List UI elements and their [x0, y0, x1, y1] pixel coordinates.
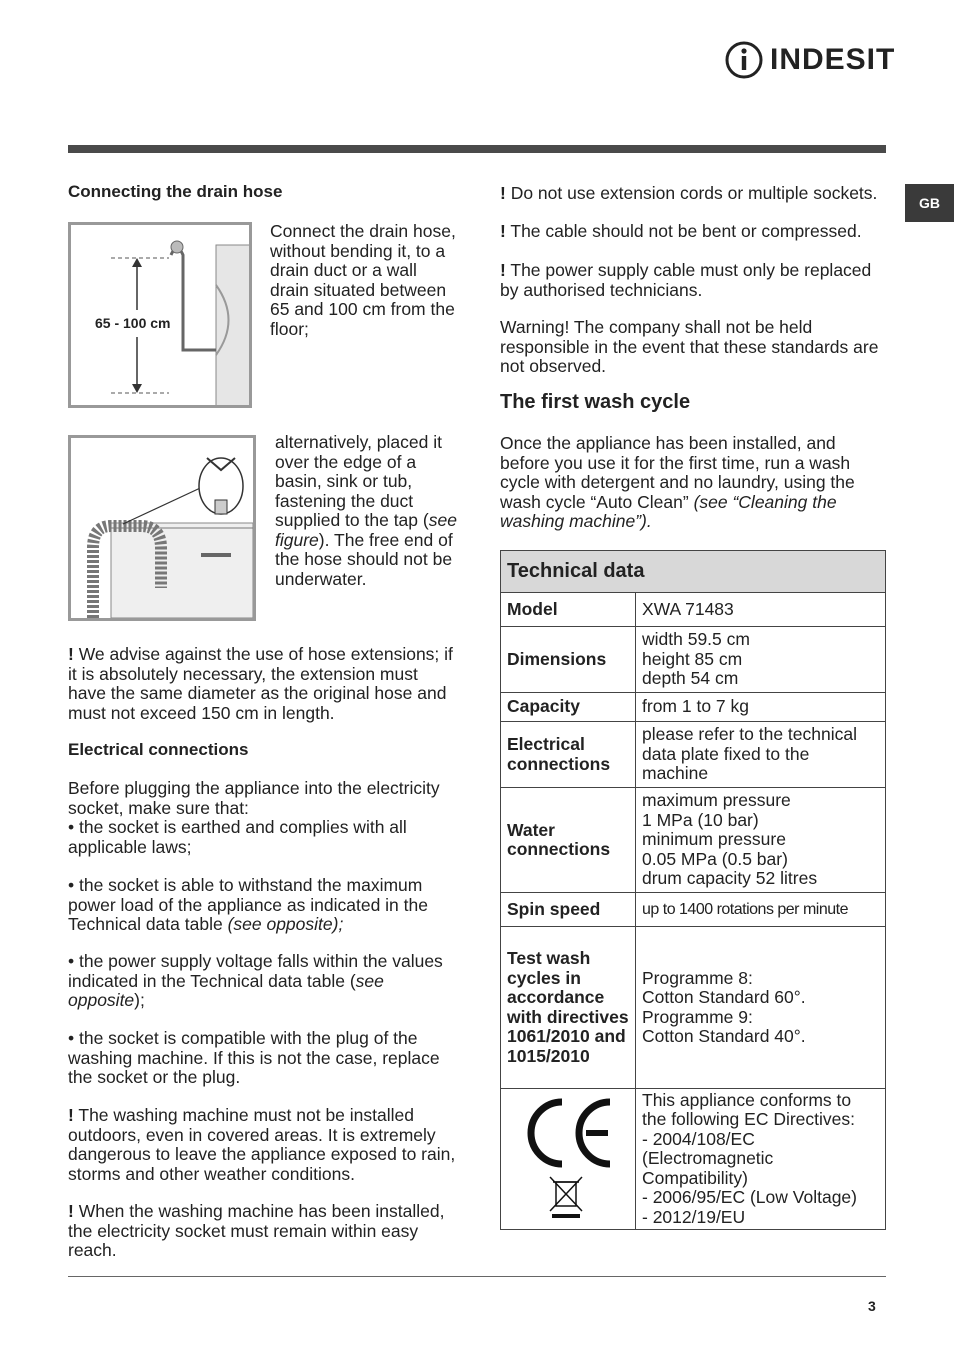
- first-wash-text: Once the appliance has been installed, and before you use it for the first time, run a wash cycle with detergent and no laundry, using the wash cycle “Auto Clean”: [500, 433, 855, 512]
- ce-directives-text: This appliance conforms to the following EC Directives: - 2004/108/EC (Electromagnetic Compatibility) - 2006/95/EC (Low Voltage) - 2012/19/EU: [636, 1089, 886, 1230]
- see-opposite-ref-2: see opposite: [68, 970, 384, 1010]
- outdoor-warning: [68, 1106, 458, 1184]
- capacity-value: from 1 to 7 kg: [636, 693, 886, 722]
- bullet-voltage-text-a: • the power supply voltage falls within the values indicated in the Technical data table (: [68, 951, 443, 991]
- table-row: [501, 693, 886, 722]
- note-cable-bent: [500, 222, 890, 242]
- drain-height-label: 65 - 100 cm: [95, 315, 171, 331]
- first-wash-paragraph: [500, 434, 886, 532]
- hose-extension-text: We advise against the use of hose extensions; if it is absolutely necessary, the extension must have the same diameter as the original hose and must not exceed 150 cm in length.: [68, 644, 453, 723]
- technical-data-title: Technical data: [501, 551, 886, 593]
- electrical-connections-title: Electrical connections: [68, 740, 249, 759]
- spin-speed-key: Spin speed: [501, 893, 636, 927]
- ce-mark-icon: [518, 1094, 618, 1219]
- test-cycles-key: Test wash cycles in accordance with directives 1061/2010 and 1015/2010: [501, 927, 636, 1089]
- outdoor-warning-text: The washing machine must not be installed outdoors, even in covered areas. It is extremely dangerous to leave the appliance exposed to rain, storms and other weather conditions.: [68, 1105, 456, 1184]
- model-key: Model: [501, 593, 636, 627]
- test-cycles-value: Programme 8: Cotton Standard 60°. Programme 9: Cotton Standard 40°.: [636, 927, 886, 1089]
- capacity-key: Capacity: [501, 693, 636, 722]
- socket-reach-text: When the washing machine has been installed, the electricity socket must remain within easy reach.: [68, 1201, 445, 1260]
- note-power-cable: [500, 261, 886, 300]
- language-tab: GB: [905, 184, 954, 222]
- bullet-plug: • the socket is compatible with the plug of the washing machine. If this is not the case, replace the socket or the plug.: [68, 1028, 440, 1087]
- table-row: [501, 722, 886, 788]
- drain-hose-title: Connecting the drain hose: [68, 182, 283, 201]
- table-row: [501, 893, 886, 927]
- brand-name: INDESIT: [770, 43, 896, 76]
- cleaning-ref: (see “Cleaning the washing machine”).: [500, 491, 837, 531]
- warning-mark: !: [68, 644, 74, 664]
- hose-over-basin-illustration: [71, 438, 253, 618]
- technical-data-table: [500, 550, 886, 1230]
- drain-paragraph-2: [275, 433, 457, 589]
- warning-mark: !: [68, 1201, 74, 1221]
- top-rule: [68, 145, 886, 153]
- drain-height-figure: [68, 222, 252, 408]
- hose-extension-note: [68, 645, 458, 723]
- weee-bin-icon: [550, 1177, 582, 1218]
- see-figure-ref: see figure: [275, 510, 457, 550]
- warning-mark: !: [500, 221, 506, 241]
- dimensions-key: Dimensions: [501, 627, 636, 693]
- responsibility-warning: Warning! The company shall not be held responsible in the event that these standards are not observed.: [500, 317, 879, 376]
- model-value: XWA 71483: [636, 593, 886, 627]
- water-value: maximum pressure 1 MPa (10 bar) minimum pressure 0.05 MPa (0.5 bar) drum capacity 52 litres: [636, 788, 886, 893]
- table-row: [501, 1089, 886, 1230]
- table-row: [501, 627, 886, 693]
- drain-paragraph-2-text-a: alternatively, placed it over the edge of a basin, sink or tub, fastening the duct supplied to the tap (: [275, 432, 442, 530]
- electrical-value: please refer to the technical data plate fixed to the machine: [636, 722, 886, 788]
- bullet-voltage-text-b: );: [134, 990, 145, 1010]
- note-power-cable-text: The power supply cable must only be replaced by authorised technicians.: [500, 260, 872, 300]
- note-extension-cords: [500, 184, 892, 204]
- bullet-voltage: [68, 952, 458, 1011]
- bullet-earthed: • the socket is earthed and complies with all applicable laws;: [68, 817, 407, 857]
- dimensions-value: width 59.5 cm height 85 cm depth 54 cm: [636, 627, 886, 693]
- hose-over-basin-figure: [68, 435, 256, 621]
- page-number: 3: [868, 1298, 876, 1314]
- indesit-logo: [724, 40, 895, 80]
- ce-marks-cell: [501, 1089, 636, 1230]
- note-cable-bent-text: The cable should not be bent or compressed.: [510, 221, 862, 241]
- bullet-power-load: [68, 876, 458, 935]
- indesit-logo-icon: [724, 40, 764, 80]
- table-row: [501, 927, 886, 1089]
- bottom-rule: [68, 1276, 886, 1277]
- spin-speed-value: up to 1400 rotations per minute: [636, 893, 886, 927]
- drain-paragraph-2-text-b: ). The free end of the hose should not be underwater.: [275, 529, 453, 589]
- see-opposite-ref-1: (see opposite);: [227, 914, 344, 934]
- bullet-power-load-text: • the socket is able to withstand the maximum power load of the appliance as indicated in the Technical data table: [68, 875, 428, 934]
- note-extension-cords-text: Do not use extension cords or multiple sockets.: [510, 183, 878, 203]
- socket-reach-warning: [68, 1202, 458, 1261]
- warning-mark: !: [500, 183, 506, 203]
- table-row: [501, 788, 886, 893]
- electrical-intro: Before plugging the appliance into the electricity socket, make sure that:: [68, 778, 440, 818]
- electrical-key: Electrical connections: [501, 722, 636, 788]
- first-wash-title: The first wash cycle: [500, 391, 691, 413]
- warning-mark: !: [68, 1105, 74, 1125]
- water-key: Water connections: [501, 788, 636, 893]
- table-row: [501, 593, 886, 627]
- drain-paragraph-1: Connect the drain hose, without bending it, to a drain duct or a wall drain situated between 65 and 100 cm from the floor;: [270, 221, 456, 339]
- warning-mark: !: [500, 260, 506, 280]
